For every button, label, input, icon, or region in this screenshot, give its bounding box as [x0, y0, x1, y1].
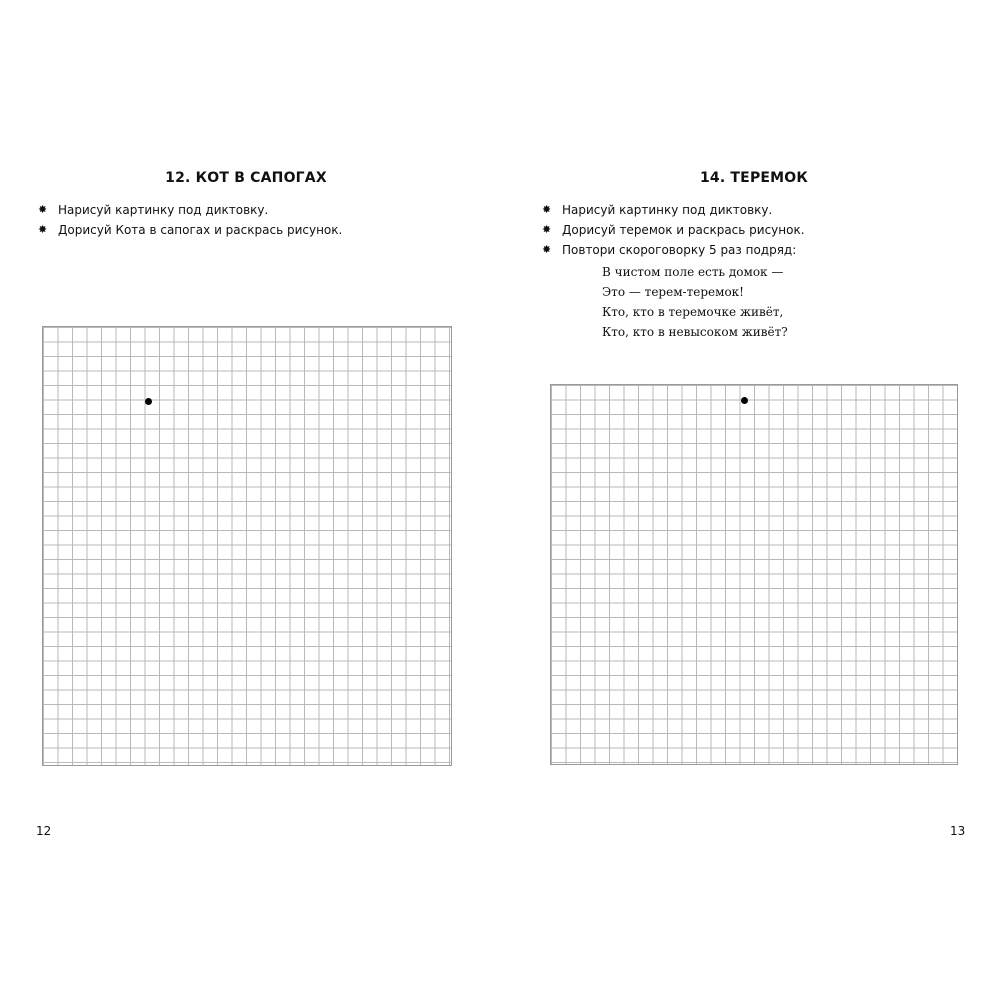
star-bullet-icon: ✸ — [542, 243, 552, 256]
page-number: 12 — [36, 824, 52, 838]
start-dot — [741, 397, 748, 404]
drawing-grid[interactable] — [550, 384, 958, 765]
poem-line: Кто, кто в теремочке живёт, — [602, 305, 784, 319]
drawing-grid[interactable] — [42, 326, 452, 766]
instruction-text: Нарисуй картинку под диктовку. — [58, 203, 269, 217]
poem-line: Это — терем-теремок! — [602, 285, 744, 299]
star-bullet-icon: ✸ — [38, 203, 48, 216]
page-title: 12. КОТ В САПОГАХ — [165, 170, 327, 186]
page-title: 14. ТЕРЕМОК — [699, 170, 809, 186]
right-page — [500, 0, 1000, 1000]
instruction-item — [542, 240, 805, 260]
instruction-list — [542, 200, 805, 260]
instruction-text: Нарисуй картинку под диктовку. — [562, 203, 773, 217]
instruction-text: Повтори скороговорку 5 раз подряд: — [562, 243, 797, 257]
poem-line: В чистом поле есть домок — — [602, 265, 784, 279]
star-bullet-icon: ✸ — [38, 223, 48, 236]
instruction-item — [542, 200, 805, 220]
instruction-list — [38, 200, 342, 240]
instruction-item — [542, 220, 805, 240]
instruction-text: Дорисуй теремок и раскрась рисунок. — [562, 223, 805, 237]
tongue-twister-poem — [602, 262, 788, 342]
page-number: 13 — [950, 824, 966, 838]
star-bullet-icon: ✸ — [542, 223, 552, 236]
instruction-text: Дорисуй Кота в сапогах и раскрась рисунок. — [58, 223, 343, 237]
instruction-item — [38, 200, 342, 220]
star-bullet-icon: ✸ — [542, 203, 552, 216]
poem-line: Кто, кто в невысоком живёт? — [602, 325, 788, 339]
start-dot — [145, 398, 152, 405]
instruction-item — [38, 220, 342, 240]
